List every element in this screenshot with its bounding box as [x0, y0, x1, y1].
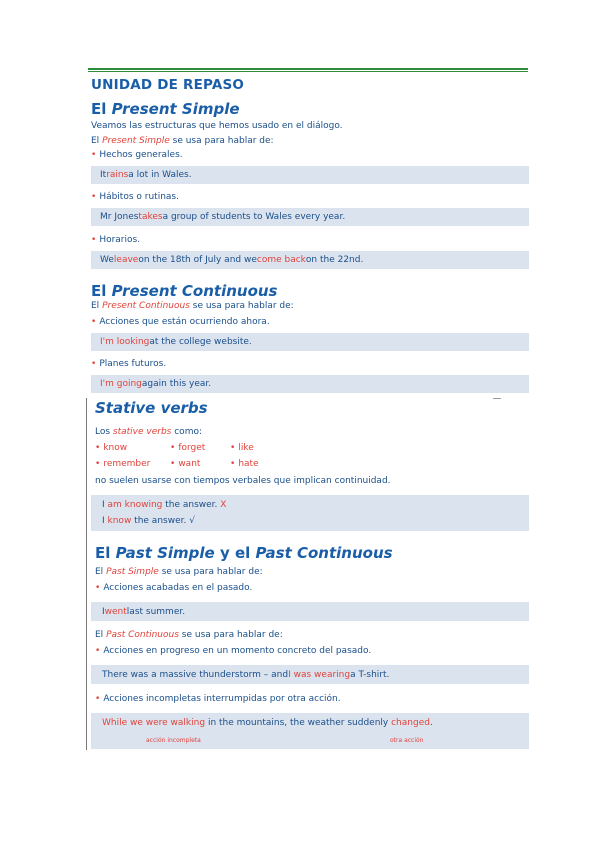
verb-hate: • hate [230, 459, 259, 469]
present-simple-usage: El Present Simple se usa para hablar de: [91, 136, 274, 146]
verb-want: • want [170, 459, 200, 469]
stative-note: no suelen usarse con tiempos verbales que implican continuidad. [95, 476, 391, 486]
stative-example-box [91, 495, 529, 531]
margin-tick [493, 398, 501, 399]
note-accion-incompleta: acción incompleta [146, 737, 201, 744]
verb-know: • know [95, 443, 127, 453]
stative-example-right: I know the answer. √ [102, 516, 195, 526]
past-simple-usage: El Past Simple se usa para hablar de: [95, 567, 263, 577]
example-box-rains: It rains a lot in Wales. [91, 166, 529, 184]
left-margin-rule [86, 398, 87, 750]
past-heading: El Past Simple y el Past Continuous [95, 544, 393, 562]
bullet-habitos: • Hábitos o rutinas. [91, 192, 179, 202]
bullet-horarios: • Horarios. [91, 235, 140, 245]
bullet-en-progreso: • Acciones en progreso en un momento concreto del pasado. [95, 646, 371, 656]
example-box-looking: I'm looking at the college website. [91, 333, 529, 351]
stative-heading: Stative verbs [95, 399, 208, 417]
present-simple-intro: Veamos las estructuras que hemos usado en el diálogo. [91, 121, 343, 131]
present-simple-heading: El Present Simple [91, 100, 240, 118]
present-continuous-usage: El Present Continuous se usa para hablar de: [91, 301, 294, 311]
bullet-acciones-ahora: • Acciones que están ocurriendo ahora. [91, 317, 270, 327]
example-box-going: I'm going again this year. [91, 375, 529, 393]
example-box-takes: Mr Jones takes a group of students to Wales every year. [91, 208, 529, 226]
stative-intro: Los stative verbs como: [95, 427, 202, 437]
example-box-went: I went last summer. [91, 602, 529, 621]
bullet-incompletas: • Acciones incompletas interrumpidas por otra acción. [95, 694, 341, 704]
example-box-wearing: There was a massive thunderstorm – and I was wearing a T-shirt. [91, 665, 529, 684]
example-box-leave: We leave on the 18th of July and we come back on the 22nd. [91, 251, 529, 269]
bullet-acabadas: • Acciones acabadas en el pasado. [95, 583, 252, 593]
unit-title: UNIDAD DE REPASO [91, 77, 245, 93]
past-continuous-usage: El Past Continuous se usa para hablar de: [95, 630, 283, 640]
stative-example-wrong: I am knowing the answer. X [102, 500, 227, 510]
verb-like: • like [230, 443, 254, 453]
walking-sentence: While we were walking in the mountains, the weather suddenly changed. [102, 718, 433, 728]
top-rule [88, 68, 528, 72]
note-otra-accion: otra acción [390, 737, 424, 744]
verb-remember: • remember [95, 459, 150, 469]
present-continuous-heading: El Present Continuous [91, 282, 278, 300]
bullet-planes: • Planes futuros. [91, 359, 166, 369]
bullet-hechos: • Hechos generales. [91, 150, 183, 160]
verb-forget: • forget [170, 443, 205, 453]
